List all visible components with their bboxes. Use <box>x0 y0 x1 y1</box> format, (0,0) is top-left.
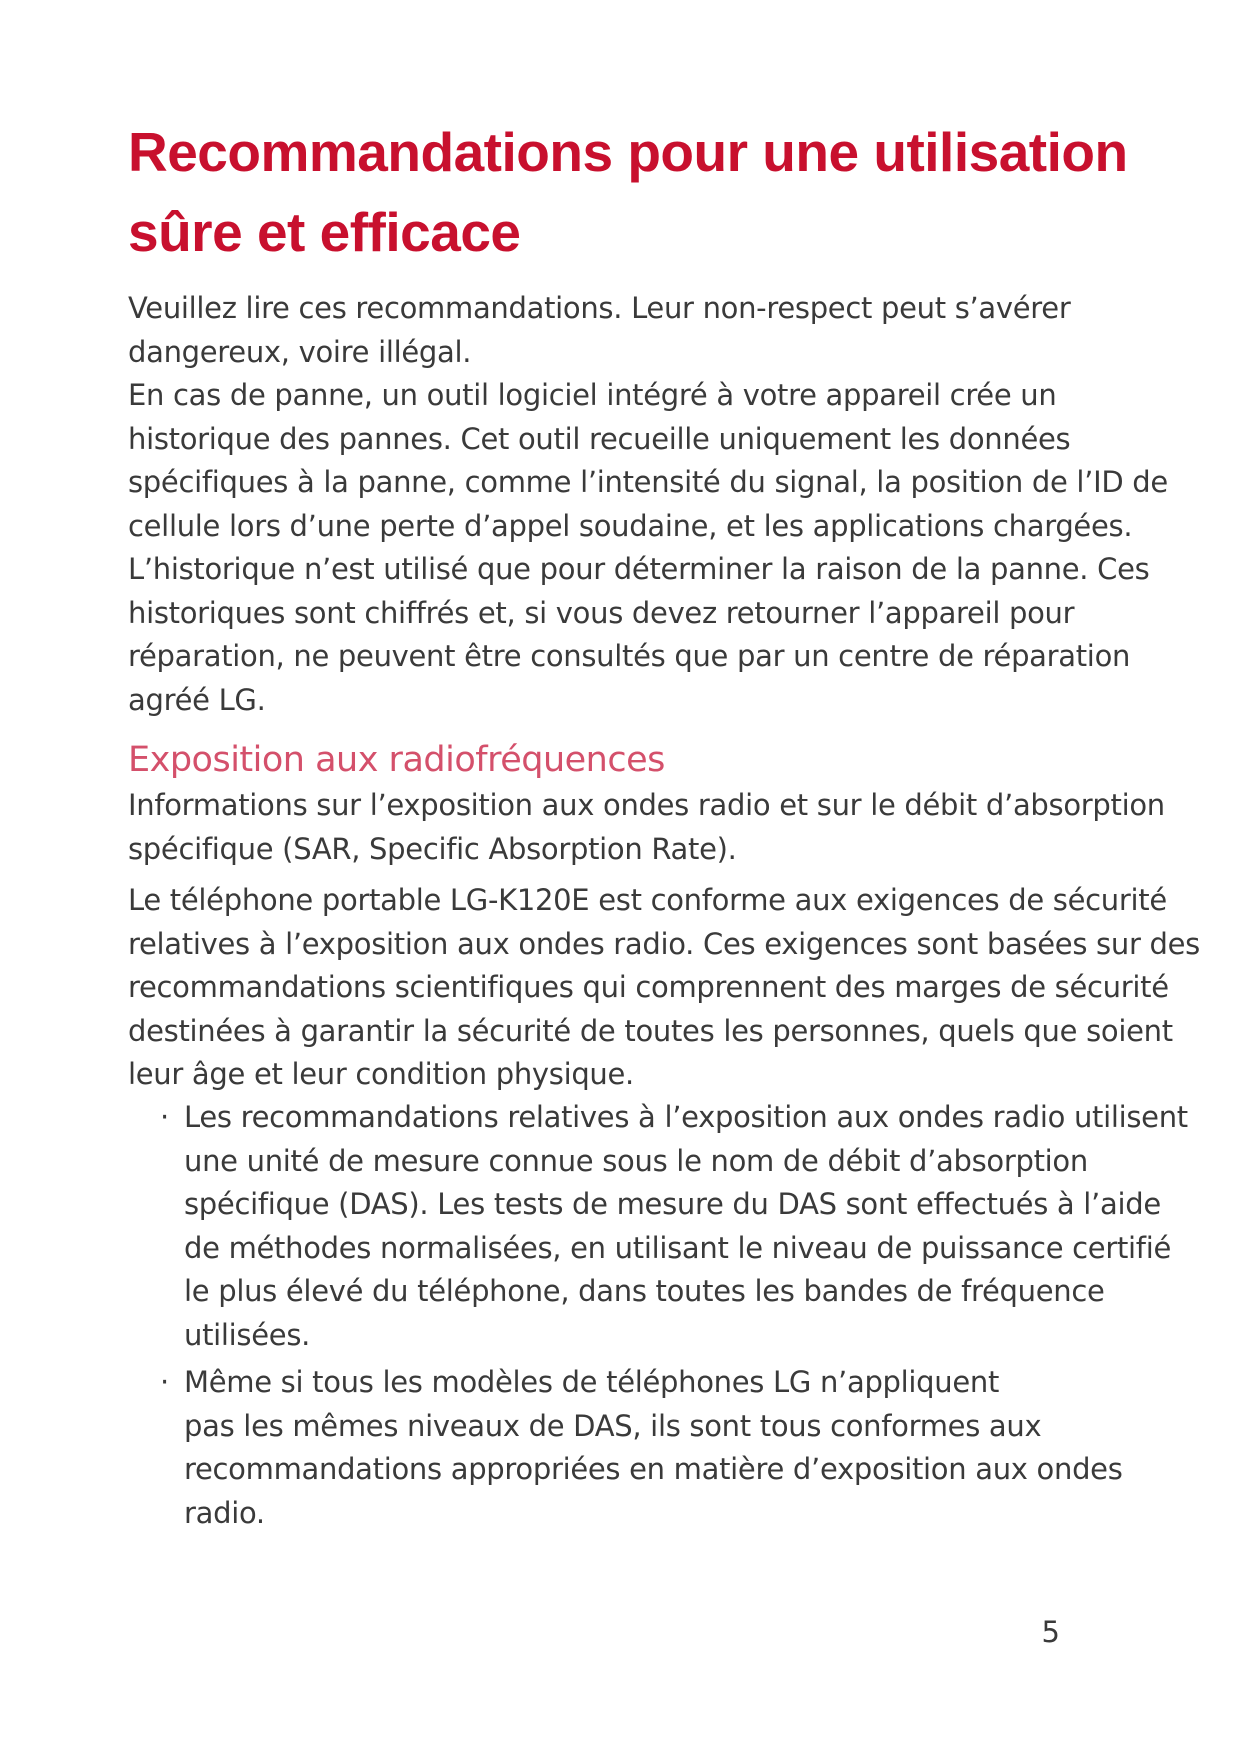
bullet-list <box>158 1096 1188 1539</box>
text-line: Veuillez lire ces recommandations. Leur non-respect peut s’avérer <box>128 291 1071 325</box>
text-line: L’historique n’est utilisé que pour déterminer la raison de la panne. Ces <box>128 552 1150 586</box>
title-line: sûre et efficace <box>128 201 521 263</box>
text-line: de méthodes normalisées, en utilisant le niveau de puissance certifié <box>184 1230 1172 1265</box>
text-line: pas les mêmes niveaux de DAS, ils sont tous conformes aux <box>184 1408 1042 1443</box>
list-item <box>158 1361 1138 1535</box>
text-line: destinées à garantir la sécurité de toutes les personnes, quels que soient <box>128 1013 1173 1048</box>
text-line: Même si tous les modèles de téléphones LG n’appliquent <box>184 1365 1000 1399</box>
text-line: leur âge et leur condition physique. <box>128 1057 634 1091</box>
text-line: En cas de panne, un outil logiciel intégré à votre appareil crée un <box>128 378 1057 412</box>
text-line: historiques sont chiffrés et, si vous devez retourner l’appareil pour <box>128 595 1075 630</box>
page-title <box>128 112 1128 272</box>
page-number: 5 <box>1041 1615 1060 1649</box>
intro-paragraph <box>128 287 1168 722</box>
text-line: historique des pannes. Cet outil recueille uniquement les données <box>128 421 1071 456</box>
text-line: réparation, ne peuvent être consultés que par un centre de réparation <box>128 639 1131 673</box>
text-line: le plus élevé du téléphone, dans toutes les bandes de fréquence <box>184 1274 1105 1308</box>
bullet-marker: · <box>160 1100 169 1134</box>
text-line: spécifiques à la panne, comme l’intensité du signal, la position de l’ID de <box>128 465 1168 499</box>
sar-intro-paragraph <box>128 784 1165 871</box>
text-line: radio. <box>184 1495 265 1530</box>
text-line: Le téléphone portable LG-K120E est conforme aux exigences de sécurité <box>128 883 1167 917</box>
conformity-paragraph <box>128 879 1200 1097</box>
title-line: Recommandations pour une utilisation <box>128 121 1128 183</box>
text-line: recommandations scientifiques qui comprennent des marges de sécurité <box>128 970 1169 1004</box>
bullet-marker: · <box>160 1365 169 1399</box>
text-line: cellule lors d’une perte d’appel soudaine, et les applications chargées. <box>128 508 1133 543</box>
list-item <box>158 1096 1188 1357</box>
text-line: spécifique (DAS). Les tests de mesure du DAS sont effectués à l’aide <box>184 1187 1161 1221</box>
text-line: spécifique (SAR, Specific Absorption Rate). <box>128 831 737 866</box>
text-line: Les recommandations relatives à l’exposition aux ondes radio utilisent <box>184 1100 1188 1134</box>
text-line: recommandations appropriées en matière d’exposition aux ondes <box>184 1452 1123 1486</box>
text-line: utilisées. <box>184 1317 311 1352</box>
text-line: dangereux, voire illégal. <box>128 334 472 369</box>
text-line: une unité de mesure connue sous le nom de débit d’absorption <box>184 1143 1088 1178</box>
text-line: agréé LG. <box>128 682 266 717</box>
text-line: relatives à l’exposition aux ondes radio. Ces exigences sont basées sur des <box>128 926 1200 961</box>
text-line: Informations sur l’exposition aux ondes radio et sur le débit d’absorption <box>128 788 1165 822</box>
section-heading: Exposition aux radiofréquences <box>128 740 665 780</box>
